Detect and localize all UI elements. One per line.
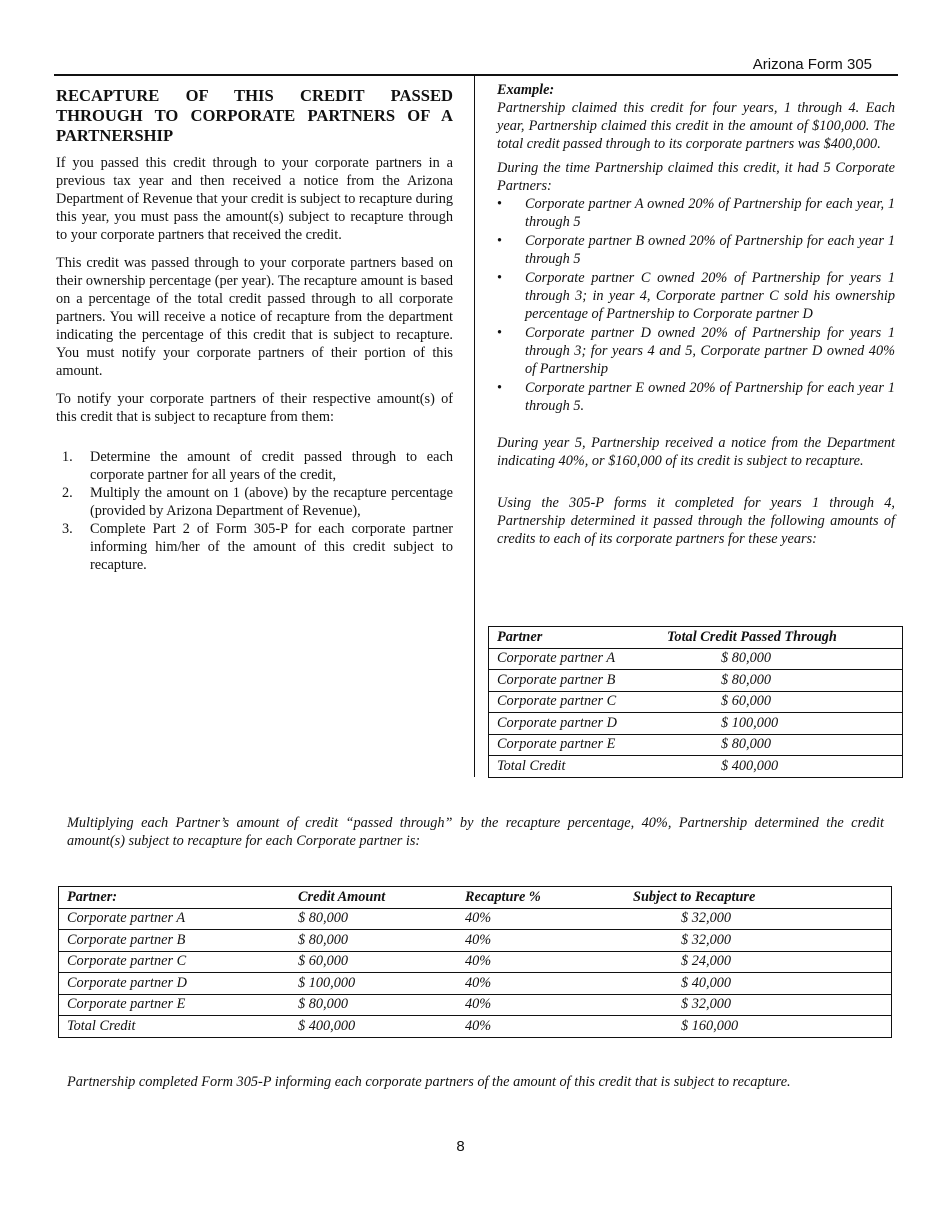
form-label: Arizona Form 305 [752, 56, 872, 73]
paragraph: To notify your corporate partners of their respective amount(s) of this credit that is subject to recapture from them: [56, 391, 453, 425]
section-heading: RECAPTURE OF THIS CREDIT PASSED THROUGH TO CORPORATE PARTNERS OF A PARTNERSHIP [56, 86, 453, 145]
subject-cell: $ 32,000 [625, 908, 892, 930]
step-number: 3. [62, 521, 73, 537]
table-row [59, 951, 892, 973]
bullet-text: Corporate partner E owned 20% of Partnership for each year 1 through 5. [525, 380, 895, 414]
table-header: Partner [489, 627, 668, 649]
table-row [489, 734, 903, 756]
using-forms-text: Using the 305-P forms it completed for years 1 through 4, Partnership determined it passed through the following amounts of credits to each of its corporate partners for these years: [497, 495, 895, 547]
table-header: Partner: [59, 887, 291, 909]
closing-text: Partnership completed Form 305-P informing each corporate partners of the amount of this credit that is subject to recapture. [67, 1074, 791, 1090]
table-row [59, 994, 892, 1016]
table-header: Subject to Recapture [625, 887, 892, 909]
percent-cell: 40% [457, 908, 625, 930]
step-item [56, 448, 453, 484]
steps-list [56, 448, 453, 574]
bullet-item [497, 195, 895, 231]
amount-cell: $ 80,000 [667, 734, 903, 756]
credit-cell: $ 80,000 [290, 994, 457, 1016]
partner-cell: Corporate partner E [489, 734, 668, 756]
percent-cell: 40% [457, 1016, 625, 1038]
partner-cell: Total Credit [489, 756, 668, 778]
amount-cell: $ 80,000 [667, 648, 903, 670]
subject-cell: $ 32,000 [625, 930, 892, 952]
bullet-text: Corporate partner A owned 20% of Partnership for each year, 1 through 5 [525, 196, 895, 230]
column-divider [474, 76, 475, 777]
credit-cell: $ 80,000 [290, 908, 457, 930]
table-row [59, 973, 892, 995]
credit-passed-table [488, 626, 903, 778]
page-number: 8 [456, 1138, 465, 1155]
partner-cell: Total Credit [59, 1016, 291, 1038]
partner-cell: Corporate partner A [59, 908, 291, 930]
subject-cell: $ 32,000 [625, 994, 892, 1016]
paragraph: If you passed this credit through to your corporate partners in a previous tax year and then received a notice from the Arizona Department of Revenue that your credit is subject to recapture during this year, you must pass the amount(s) subject to recapture through to your corporate partners that received the credit. [56, 155, 453, 243]
partner-cell: Corporate partner D [59, 973, 291, 995]
step-item [56, 520, 453, 574]
credit-cell: $ 60,000 [290, 951, 457, 973]
bullet-icon: • [497, 233, 503, 249]
year5-text: During year 5, Partnership received a notice from the Department indicating 40%, or $160,000 of its credit is subject to recapture. [497, 435, 895, 469]
bullet-icon: • [497, 380, 503, 396]
partner-bullets [497, 195, 895, 415]
table-header-row [59, 887, 892, 909]
paragraph: This credit was passed through to your corporate partners based on their ownership percentage (per year). The recapture amount is based on a percentage of the total credit passed through to all corporate partners. You will receive a notice of recapture from the department indicating the percentage of this credit that is subject to recapture. You must notify your corporate partners of their portion of this amount. [56, 255, 453, 379]
bullet-item [497, 232, 895, 268]
multiplying-text: Multiplying each Partner’s amount of credit “passed through” by the recapture percentage, 40%, Partnership determined the credit amount(s) subject to recapture for each Corporate partner is: [67, 815, 884, 849]
partner-cell: Corporate partner C [489, 691, 668, 713]
table-row [489, 756, 903, 778]
credit-cell: $ 80,000 [290, 930, 457, 952]
partner-cell: Corporate partner B [59, 930, 291, 952]
step-number: 2. [62, 485, 73, 501]
subject-cell: $ 24,000 [625, 951, 892, 973]
percent-cell: 40% [457, 951, 625, 973]
bullet-text: Corporate partner D owned 20% of Partnership for years 1 through 3; for years 4 and 5, Corporate partner D owned 40% of Partnership [525, 325, 895, 377]
step-number: 1. [62, 449, 73, 465]
subject-cell: $ 40,000 [625, 973, 892, 995]
left-column [56, 86, 453, 574]
bullet-icon: • [497, 325, 503, 341]
top-rule [54, 74, 898, 76]
bullet-item [497, 324, 895, 378]
percent-cell: 40% [457, 994, 625, 1016]
example-title: Example: [497, 82, 555, 98]
table-row [59, 930, 892, 952]
amount-cell: $ 80,000 [667, 670, 903, 692]
credit-cell: $ 400,000 [290, 1016, 457, 1038]
partner-cell: Corporate partner D [489, 713, 668, 735]
step-item [56, 484, 453, 520]
table-row [489, 648, 903, 670]
amount-cell: $ 60,000 [667, 691, 903, 713]
step-text: Complete Part 2 of Form 305-P for each corporate partner informing him/her of the amount of this credit subject to recapture. [90, 521, 453, 573]
bullet-text: Corporate partner B owned 20% of Partnership for each year 1 through 5 [525, 233, 895, 267]
table-row [489, 670, 903, 692]
partner-cell: Corporate partner A [489, 648, 668, 670]
right-column [497, 81, 895, 554]
table-header-row [489, 627, 903, 649]
credit-cell: $ 100,000 [290, 973, 457, 995]
example-intro: Partnership claimed this credit for four years, 1 through 4. Each year, Partnership claimed this credit in the amount of $100,000. The total credit passed through to its corporate partners was $400,000. [497, 100, 895, 152]
recapture-table [58, 886, 892, 1038]
amount-cell: $ 100,000 [667, 713, 903, 735]
partner-cell: Corporate partner C [59, 951, 291, 973]
bullet-item [497, 269, 895, 323]
bullet-icon: • [497, 270, 503, 286]
bullet-item [497, 379, 895, 415]
table-header: Total Credit Passed Through [667, 627, 903, 649]
partner-cell: Corporate partner B [489, 670, 668, 692]
example-partners-intro: During the time Partnership claimed this credit, it had 5 Corporate Partners: [497, 160, 895, 194]
table-row [59, 908, 892, 930]
table-row [489, 691, 903, 713]
table-header: Recapture % [457, 887, 625, 909]
subject-cell: $ 160,000 [625, 1016, 892, 1038]
amount-cell: $ 400,000 [667, 756, 903, 778]
percent-cell: 40% [457, 973, 625, 995]
percent-cell: 40% [457, 930, 625, 952]
table-row [489, 713, 903, 735]
bullet-text: Corporate partner C owned 20% of Partnership for years 1 through 3; in year 4, Corporate partner C sold his ownership percentage of Partnership to Corporate partner D [525, 270, 895, 322]
table-row [59, 1016, 892, 1038]
table-header: Credit Amount [290, 887, 457, 909]
step-text: Multiply the amount on 1 (above) by the recapture percentage (provided by Arizona Department of Revenue), [90, 485, 453, 519]
step-text: Determine the amount of credit passed through to each corporate partner for all years of the credit, [90, 449, 453, 483]
bullet-icon: • [497, 196, 503, 212]
partner-cell: Corporate partner E [59, 994, 291, 1016]
